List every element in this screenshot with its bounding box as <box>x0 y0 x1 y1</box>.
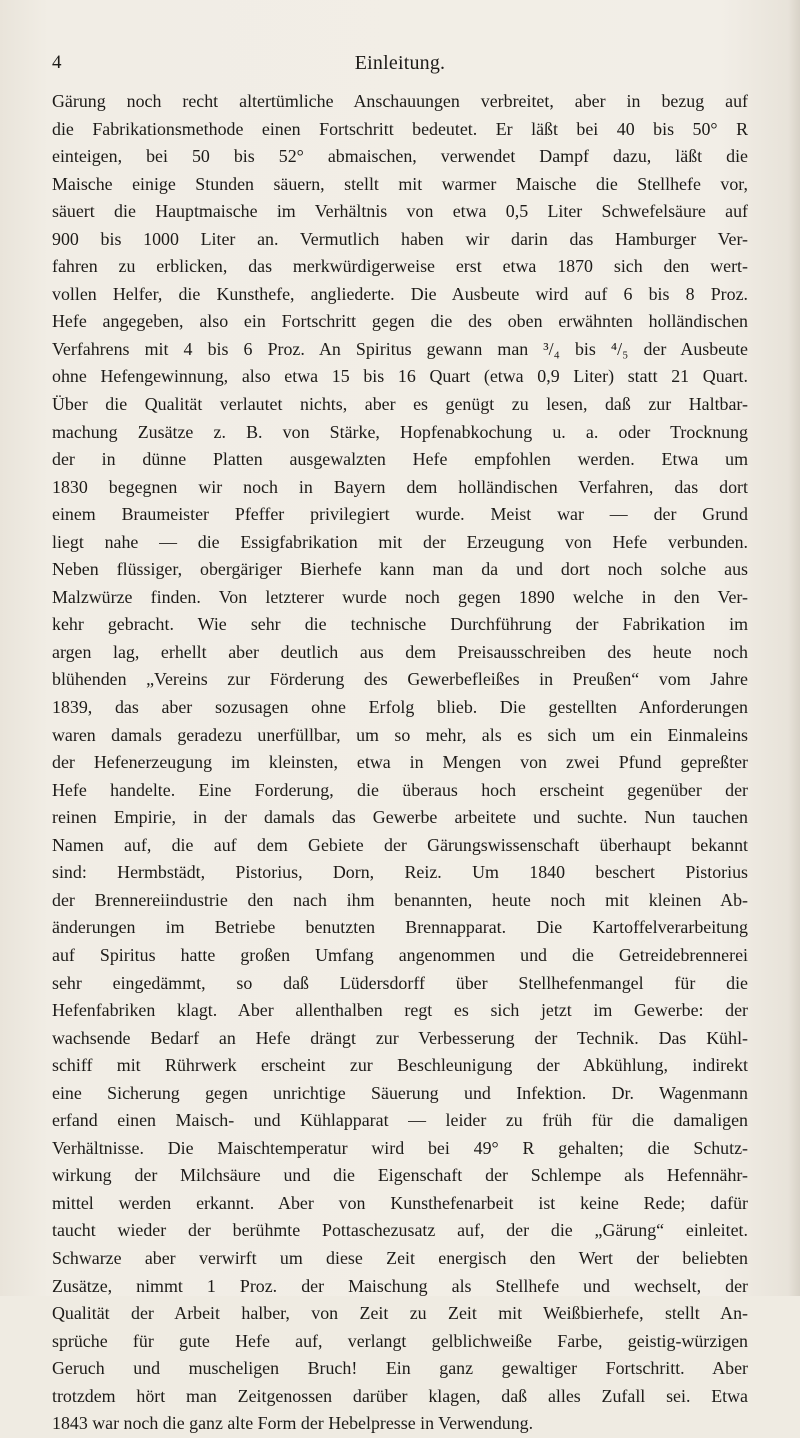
text-line: die Fabrikationsmethode einen Fortschritt bedeutet. Er läßt bei 40 bis 50° R <box>52 118 748 139</box>
text-line: Zusätze, nimmt 1 Proz. der Maischung als Stellhefe und wechselt, der <box>52 1275 748 1296</box>
text-line: reinen Empirie, in der damals das Gewerbe arbeitete und suchte. Nun tauchen <box>52 807 748 828</box>
text-line: waren damals geradezu unerfüllbar, um so mehr, als es sich um ein Einmaleins <box>52 724 748 745</box>
text-line: Gärung noch recht altertümliche Anschauungen verbreitet, aber in bezug auf <box>52 91 748 111</box>
text-line: sind: Hermbstädt, Pistorius, Dorn, Reiz. Um 1840 beschert Pistorius <box>52 862 748 883</box>
text-line: einteigen, bei 50 bis 52° abmaischen, verwendet Dampf dazu, läßt die <box>52 146 748 167</box>
text-line: einem Braumeister Pfeffer privilegiert wurde. Meist war — der Grund <box>52 504 748 525</box>
text-line: 900 bis 1000 Liter an. Vermutlich haben wir darin das Hamburger Ver- <box>52 228 748 249</box>
text-line: sehr eingedämmt, so daß Lüdersdorff über Stellhefenmangel für die <box>52 972 748 993</box>
text-line: Hefe angegeben, also ein Fortschritt gegen die des oben erwähnten holländischen <box>52 311 748 332</box>
body-text <box>52 88 748 1438</box>
text-line: der in dünne Platten ausgewalzten Hefe empfohlen werden. Etwa um <box>52 449 748 470</box>
text-line: mittel werden erkannt. Aber von Kunsthefenarbeit ist keine Rede; dafür <box>52 1192 748 1213</box>
text-line: taucht wieder der berühmte Pottaschezusatz auf, der die „Gärung“ einleitet. <box>52 1220 748 1241</box>
text-line: auf Spiritus hatte großen Umfang angenommen und die Getreidebrennerei <box>52 944 748 965</box>
text-line: änderungen im Betriebe benutzten Brennapparat. Die Kartoffelverarbeitung <box>52 917 748 938</box>
text-line: 1843 war noch die ganz alte Form der Hebelpresse in Verwendung. <box>52 1413 534 1434</box>
text-line: Neben flüssiger, obergäriger Bierhefe kann man da und dort noch solche aus <box>52 559 748 580</box>
text-line: wirkung der Milchsäure und die Eigenschaft der Schlempe als Hefennähr- <box>52 1165 748 1186</box>
text-line: Verfahrens mit 4 bis 6 Proz. An Spiritus gewann man ³/₄ bis ⁴/₅ der Ausbeute <box>52 338 748 359</box>
text-line: der Brennereiindustrie den nach ihm benannten, heute noch mit kleinen Ab- <box>52 889 748 910</box>
text-line: machung Zusätze z. B. von Stärke, Hopfenabkochung u. a. oder Trocknung <box>52 421 748 442</box>
text-line: trotzdem hört man Zeitgenossen darüber klagen, daß alles Zufall sei. Etwa <box>52 1385 748 1406</box>
page-edge-shadow <box>788 0 800 1296</box>
text-line: Malzwürze finden. Von letzterer wurde noch gegen 1890 welche in den Ver- <box>52 586 748 607</box>
text-line: der Hefenerzeugung im kleinsten, etwa in Mengen von zwei Pfund gepreßter <box>52 752 748 773</box>
running-head <box>52 52 748 76</box>
text-line: wachsende Bedarf an Hefe drängt zur Verbesserung der Technik. Das Kühl- <box>52 1027 748 1048</box>
text-line: Schwarze aber verwirft um diese Zeit energisch den Wert der beliebten <box>52 1247 748 1268</box>
text-line: Geruch und muscheligen Bruch! Ein ganz gewaltiger Fortschritt. Aber <box>52 1358 748 1379</box>
text-line: fahren zu erblicken, das merkwürdigerweise erst etwa 1870 sich den wert- <box>52 256 748 277</box>
text-line: eine Sicherung gegen unrichtige Säuerung und Infektion. Dr. Wagenmann <box>52 1082 748 1103</box>
text-line: vollen Helfer, die Kunsthefe, angliederte. Die Ausbeute wird auf 6 bis 8 Proz. <box>52 283 748 304</box>
text-line: 1830 begegnen wir noch in Bayern dem holländischen Verfahren, das dort <box>52 476 748 497</box>
text-line: Hefe handelte. Eine Forderung, die überaus hoch erscheint gegenüber der <box>52 779 748 800</box>
text-line: liegt nahe — die Essigfabrikation mit der Erzeugung von Hefe verbunden. <box>52 531 748 552</box>
text-line: erfand einen Maisch- und Kühlapparat — leider zu früh für die damaligen <box>52 1110 748 1131</box>
text-line: kehr gebracht. Wie sehr die technische Durchführung der Fabrikation im <box>52 614 748 635</box>
text-line: argen lag, erhellt aber deutlich aus dem Preisausschreiben des heute noch <box>52 641 748 662</box>
chapter-title: Einleitung. <box>354 52 446 74</box>
text-line: Verhältnisse. Die Maischtemperatur wird bei 49° R gehalten; die Schutz- <box>52 1137 748 1158</box>
text-line: blühenden „Vereins zur Förderung des Gewerbefleißes in Preußen“ vom Jahre <box>52 669 748 690</box>
text-line: Maische einige Stunden säuern, stellt mit warmer Maische die Stellhefe vor, <box>52 173 748 194</box>
text-line: ohne Hefengewinnung, also etwa 15 bis 16 Quart (etwa 0,9 Liter) statt 21 Quart. <box>52 366 748 387</box>
text-line: sprüche für gute Hefe auf, verlangt gelblichweiße Farbe, geistig-würzigen <box>52 1330 748 1351</box>
text-line: Über die Qualität verlautet nichts, aber es genügt zu lesen, daß zur Haltbar- <box>52 394 748 415</box>
text-line: schiff mit Rührwerk erscheint zur Beschleunigung der Abkühlung, indirekt <box>52 1055 748 1076</box>
text-line: Hefenfabriken klagt. Aber allenthalben regt es sich jetzt im Gewerbe: der <box>52 1000 748 1021</box>
text-line: Namen auf, die auf dem Gebiete der Gärungswissenschaft überhaupt bekannt <box>52 834 748 855</box>
page-number: 4 <box>52 52 62 73</box>
text-line: säuert die Hauptmaische im Verhältnis von etwa 0,5 Liter Schwefelsäure auf <box>52 201 748 222</box>
text-line: Qualität der Arbeit halber, von Zeit zu Zeit mit Weißbierhefe, stellt An- <box>52 1303 748 1324</box>
text-line: 1839, das aber sozusagen ohne Erfolg blieb. Die gestellten Anforderungen <box>52 697 748 718</box>
